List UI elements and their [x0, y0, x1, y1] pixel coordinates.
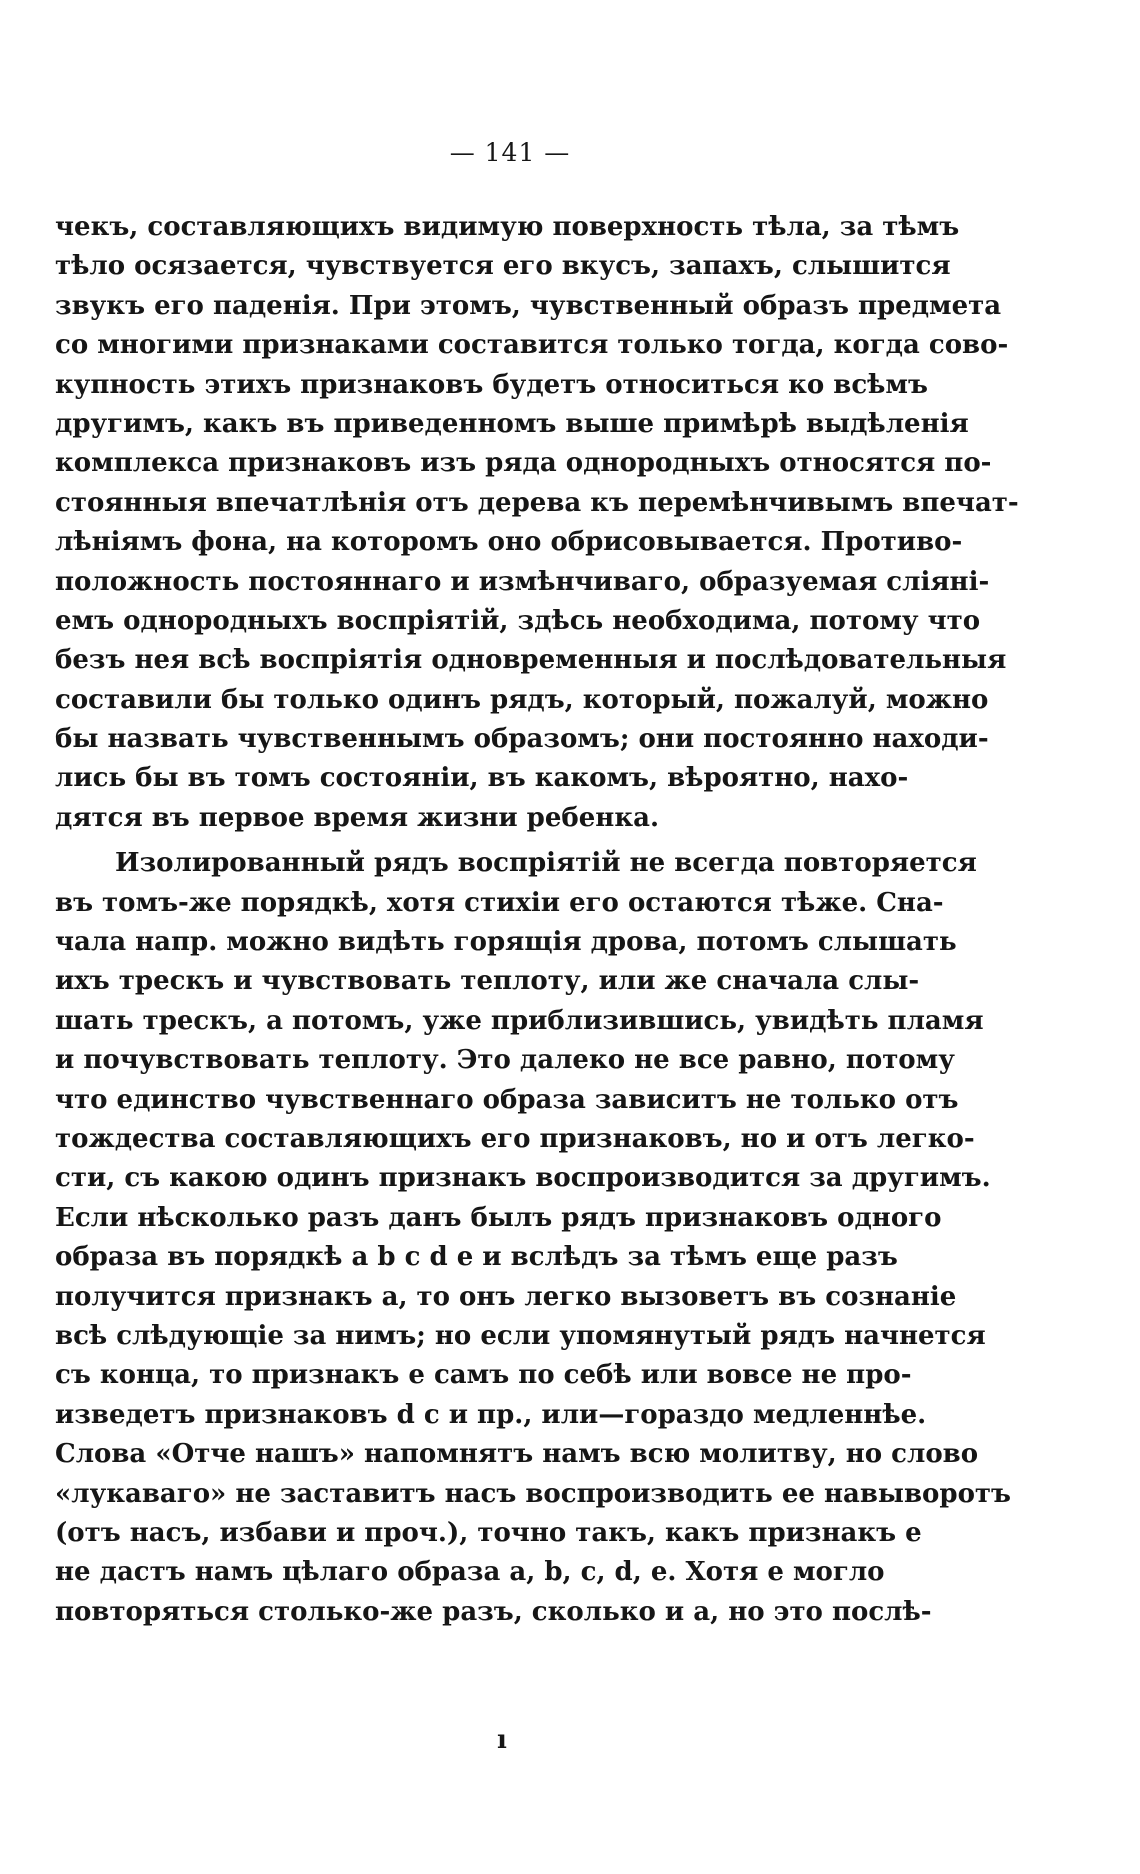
body-text — [55, 208, 1019, 1632]
text-line: съ конца, то признакъ e самъ по себѣ или вовсе не про- — [55, 1360, 912, 1391]
text-line: стоянныя впечатлѣнія отъ дерева къ перемѣнчивымъ впечат- — [55, 487, 1019, 518]
text-line: составили бы только одинъ рядъ, который, пожалуй, можно — [55, 684, 989, 715]
page-number: — 141 — — [449, 138, 571, 167]
text-line: повторяться столько-же разъ, сколько и a, но это послѣ- — [55, 1596, 932, 1627]
text-line: емъ однородныхъ воспріятій, здѣсь необходима, потому что — [55, 605, 981, 636]
text-line: Изолированный рядъ воспріятій не всегда повторяется — [115, 848, 977, 879]
footer-mark: ı — [497, 1725, 507, 1755]
text-line: ихъ трескъ и чувствовать теплоту, или же сначала слы- — [55, 966, 920, 997]
text-line: тѣло осязается, чувствуется его вкусъ, запахъ, слышится — [55, 251, 951, 282]
paragraph-2 — [55, 844, 1011, 1632]
text-line: бы назвать чувственнымъ образомъ; они постоянно находи- — [55, 724, 989, 755]
text-line: Слова «Отче нашъ» напомнятъ намъ всю молитву, но слово — [55, 1439, 979, 1470]
text-line: шать трескъ, а потомъ, уже приблизившись, увидѣть пламя — [55, 1005, 984, 1036]
text-line: и почувствовать теплоту. Это далеко не все равно, потому — [55, 1045, 955, 1076]
text-line: (отъ насъ, избави и проч.), точно такъ, какъ признакъ e — [55, 1517, 922, 1548]
text-line: всѣ слѣдующіе за нимъ; но если упомянутый рядъ начнется — [55, 1320, 986, 1351]
text-line: образа въ порядкѣ a b c d e и вслѣдъ за тѣмъ еще разъ — [55, 1242, 898, 1273]
paragraph-1 — [55, 208, 1019, 838]
text-line: лись бы въ томъ состояніи, въ какомъ, вѣроятно, нахо- — [55, 763, 909, 794]
text-line: изведетъ признаковъ d c и пр., или—гораздо медленнѣе. — [55, 1399, 927, 1430]
text-line: дятся въ первое время жизни ребенка. — [55, 802, 659, 833]
text-line: въ томъ-же порядкѣ, хотя стихіи его остаются тѣже. Сна- — [55, 887, 944, 918]
text-line: Если нѣсколько разъ данъ былъ рядъ признаковъ одного — [55, 1202, 942, 1233]
text-line: комплекса признаковъ изъ ряда однородныхъ относятся по- — [55, 448, 992, 479]
text-line: купность этихъ признаковъ будетъ относиться ко всѣмъ — [55, 369, 928, 400]
text-line: лѣніямъ фона, на которомъ оно обрисовывается. Противо- — [55, 527, 963, 558]
text-line: звукъ его паденія. При этомъ, чувственный образъ предмета — [55, 290, 1002, 321]
text-line: что единство чувственнаго образа зависитъ не только отъ — [55, 1084, 959, 1115]
text-line: чала напр. можно видѣть горящія дрова, потомъ слышать — [55, 927, 957, 958]
text-line: безъ нея всѣ воспріятія одновременныя и послѣдовательныя — [55, 645, 1007, 676]
text-line: чекъ, составляющихъ видимую поверхность тѣла, за тѣмъ — [55, 212, 960, 242]
text-line: получится признакъ a, то онъ легко вызоветъ въ сознаніе — [55, 1281, 957, 1312]
text-line: положность постояннаго и измѣнчиваго, образуемая сліяні- — [55, 566, 990, 597]
text-line: со многими признаками составится только тогда, когда сово- — [55, 330, 1009, 361]
text-line: не дастъ намъ цѣлаго образа a, b, c, d, e. Хотя e могло — [55, 1557, 885, 1588]
text-line: тождества составляющихъ его признаковъ, но и отъ легко- — [55, 1123, 975, 1154]
text-line: сти, съ какою одинъ признакъ воспроизводится за другимъ. — [55, 1163, 991, 1194]
text-line: другимъ, какъ въ приведенномъ выше примѣрѣ выдѣленія — [55, 408, 969, 439]
text-line: «лукаваго» не заставитъ насъ воспроизводить ее навыворотъ — [55, 1478, 1011, 1509]
